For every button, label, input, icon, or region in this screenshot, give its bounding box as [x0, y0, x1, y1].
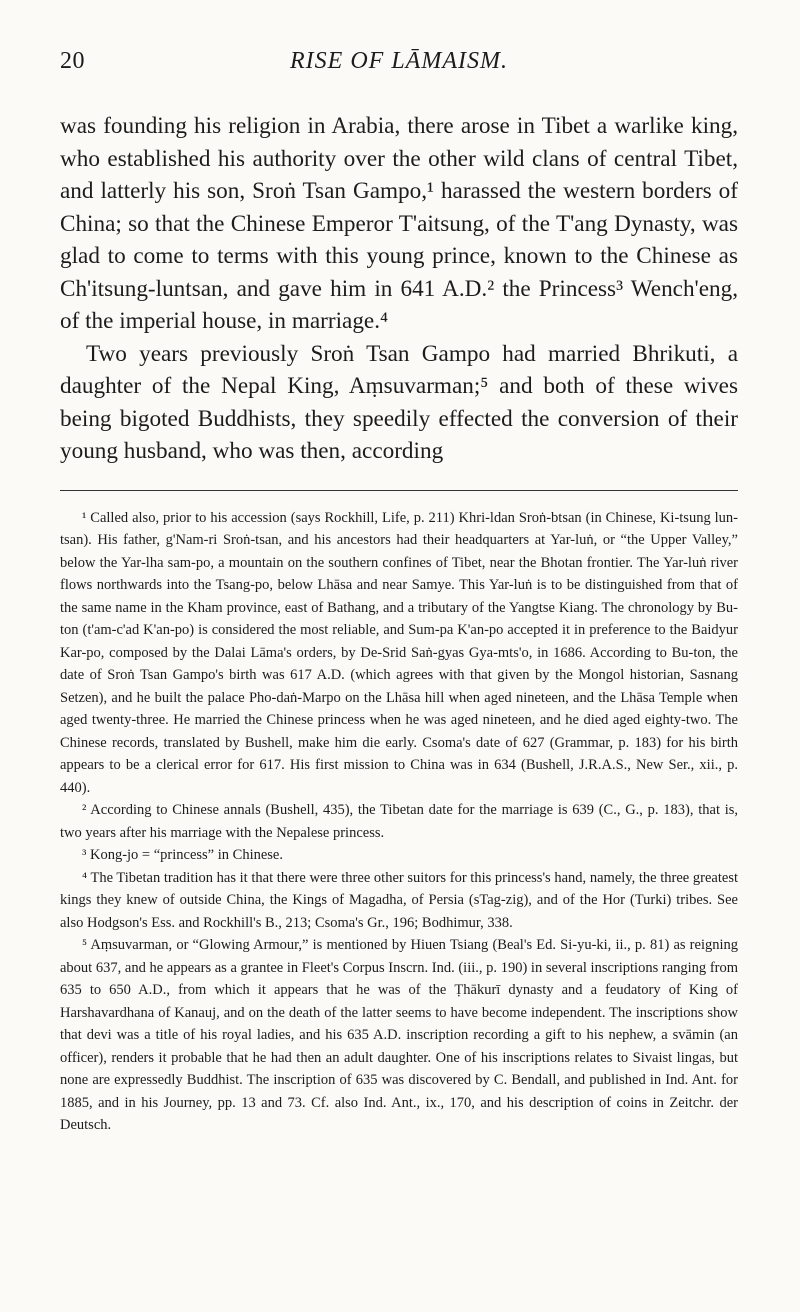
page-header — [60, 48, 738, 82]
footnotes — [60, 507, 738, 1137]
footnote-1: ¹ Called also, prior to his accession (says Rockhill, Life, p. 211) Khri-ldan Sroṅ-btsan (in Chinese, Ki-tsung lun-tsan). His father, g'Nam-ri Sroṅ-tsan, and his ancestors had their headquarters at Yar-luṅ, or “the Upper Valley,” below the Yar-lha sam-po, a mountain on the southern confines of Tibet, near the Bhotan frontier. The Yar-luṅ river flows northwards into the Tsang-po, below Lhāsa and near Samye. This Yar-luṅ is to be distinguished from that of the same name in the Kham province, east of Bathang, and a tributary of the Yangtse Kiang. The chronology by Bu-ton (t'am-c'ad K'an-po) is considered the most reliable, and Sum-pa K'an-po accepted it in preference to the Baidyur Kar-po, composed by the Dalai Lāma's orders, by De-Srid Saṅ-gyas Gya-mts'o, in 1686. According to Bu-ton, the date of Sroṅ Tsan Gampo's birth was 617 A.D. (which agrees with that given by the Mongol historian, Sasnang Setzen), and he built the palace Pho-daṅ-Marpo on the Lhāsa hill when aged nineteen, and the Lhāsa Temple when aged twenty-three. He married the Chinese princess when he was aged nineteen, and he died aged eighty-two. The Chinese records, translated by Bushell, make him die early. Csoma's date of 627 (Grammar, p. 183) for his birth appears to be a clerical error for 617. His first mission to China was in 634 (Bushell, J.R.A.S., New Ser., xii., p. 440). — [60, 509, 738, 796]
footnote-3: ³ Kong-jo = “princess” in Chinese. — [82, 847, 283, 863]
body-paragraph: was founding his religion in Arabia, there arose in Tibet a warlike king, who established his authority over the other wild clans of central Tibet, and latterly his son, Sroṅ Tsan Gampo,¹ harassed the western borders of China; so that the Chinese Emperor T'aitsung, of the T'ang Dynasty, was glad to come to terms with this young prince, known to the Chinese as Ch'itsung-luntsan, and gave him in 641 A.D.² the Princess³ Wench'eng, of the imperial house, in marriage.⁴ — [60, 113, 738, 334]
footnote-divider — [60, 490, 738, 491]
page-number: 20 — [60, 48, 85, 74]
footnote-4: ⁴ The Tibetan tradition has it that there were three other suitors for this princess's hand, namely, the three greatest kings they knew of outside China, the Kings of Magadha, of Persia (sTag-zig), and of the Hor (Turki) tribes. See also Hodgson's Ess. and Rockhill's B., 213; Csoma's Gr., 196; Bodhimur, 338. — [60, 869, 738, 931]
footnote-2: ² According to Chinese annals (Bushell, 435), the Tibetan date for the marriage is 639 (C., G., p. 183), that is, two years after his marriage with the Nepalese princess. — [60, 802, 738, 841]
body-paragraph: Two years previously Sroṅ Tsan Gampo had married Bhrikuti, a daughter of the Nepal King, Aṃsuvarman;⁵ and both of these wives being bigoted Buddhists, they speedily effected the conversion of their young husband, who was then, according — [60, 340, 738, 464]
running-title: RISE OF LĀMAISM. — [290, 48, 508, 74]
main-text — [60, 110, 738, 468]
footnote-5: ⁵ Aṃsuvarman, or “Glowing Armour,” is mentioned by Hiuen Tsiang (Beal's Ed. Si-yu-ki, ii., p. 81) as reigning about 637, and he appears as a grantee in Fleet's Corpus Inscrn. Ind. (iii., p. 190) in several inscriptions ranging from 635 to 650 A.D., from which it appears that he was of the Ṭhākurī dynasty and a feudatory of King of Harshavardhana of Kanauj, and on the death of the latter seems to have become independent. The inscriptions show that devi was a title of his royal ladies, and his 635 A.D. inscription recording a gift to his nephew, a svāmin (an officer), renders it probable that he had then an adult daughter. One of his inscriptions relates to Sivaist lingas, but none are expressedly Buddhist. The inscription of 635 was discovered by C. Bendall, and published in Ind. Ant. for 1885, and in his Journey, pp. 13 and 73. Cf. also Ind. Ant., ix., 170, and his description of coins in Zeitchr. der Deutsch. — [60, 937, 738, 1133]
book-page — [60, 48, 738, 1137]
